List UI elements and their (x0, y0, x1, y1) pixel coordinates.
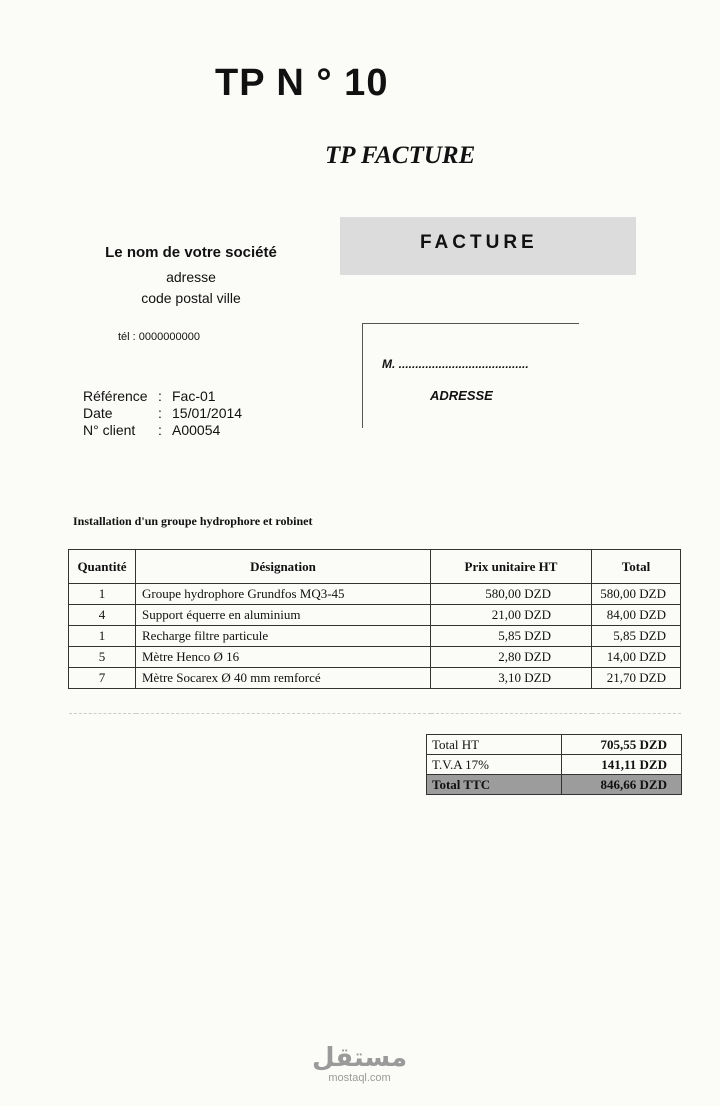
meta-separator: : (158, 405, 162, 421)
column-header-designation: Désignation (136, 550, 431, 584)
bleed-through-text (130, 148, 136, 174)
company-tel: tél : 0000000000 (118, 331, 200, 343)
table-header-row (69, 550, 681, 584)
cell-quantity: 1 (69, 626, 136, 647)
meta-separator: : (158, 422, 162, 438)
cell-designation: Mètre Henco Ø 16 (136, 647, 431, 668)
totals-label: T.V.A 17% (427, 755, 562, 775)
cell-total: 14,00 DZD (592, 647, 681, 668)
cell-quantity: 1 (69, 584, 136, 605)
table-row-empty (69, 689, 681, 714)
totals-value: 141,11 DZD (562, 755, 682, 775)
client-box (362, 323, 579, 428)
cell-quantity: 7 (69, 668, 136, 689)
meta-separator: : (158, 388, 162, 404)
invoice-banner-label: FACTURE (420, 232, 538, 253)
column-header-quantity: Quantité (69, 550, 136, 584)
cell-unit-price: 21,00 DZD (431, 605, 592, 626)
meta-row-date (83, 405, 242, 422)
totals-table (426, 734, 682, 795)
empty-cell (431, 689, 592, 714)
cell-quantity: 4 (69, 605, 136, 626)
cell-total: 84,00 DZD (592, 605, 681, 626)
cell-quantity: 5 (69, 647, 136, 668)
cell-designation: Support équerre en aluminium (136, 605, 431, 626)
meta-row-client (83, 422, 242, 439)
totals-value: 846,66 DZD (562, 775, 682, 795)
meta-value: A00054 (172, 422, 221, 438)
totals-value: 705,55 DZD (562, 735, 682, 755)
invoice-items-table (68, 549, 681, 714)
totals-label: Total HT (427, 735, 562, 755)
cell-designation: Mètre Socarex Ø 40 mm remforcé (136, 668, 431, 689)
watermark (312, 1044, 407, 1084)
meta-label: N° client (83, 422, 136, 438)
column-header-unit-price: Prix unitaire HT (431, 550, 592, 584)
invoice-meta (83, 388, 242, 439)
meta-value: Fac-01 (172, 388, 216, 404)
cell-designation: Recharge filtre particule (136, 626, 431, 647)
cell-total: 5,85 DZD (592, 626, 681, 647)
cell-unit-price: 580,00 DZD (431, 584, 592, 605)
company-block (60, 244, 322, 309)
table-row (69, 605, 681, 626)
meta-label: Référence (83, 388, 148, 404)
column-header-total: Total (592, 550, 681, 584)
totals-label: Total TTC (427, 775, 562, 795)
table-row (69, 668, 681, 689)
cell-unit-price: 2,80 DZD (431, 647, 592, 668)
cell-total: 21,70 DZD (592, 668, 681, 689)
table-row (69, 626, 681, 647)
watermark-site: mostaql.com (328, 1072, 391, 1084)
client-name-line: M. ....................................... (382, 357, 529, 371)
empty-cell (592, 689, 681, 714)
totals-row-tva (427, 755, 682, 775)
cell-designation: Groupe hydrophore Grundfos MQ3-45 (136, 584, 431, 605)
company-address: adresse (166, 269, 216, 285)
page-subtitle: TP FACTURE (325, 142, 476, 169)
meta-row-reference (83, 388, 242, 405)
totals-row-ttc (427, 775, 682, 795)
cell-unit-price: 5,85 DZD (431, 626, 592, 647)
table-row (69, 647, 681, 668)
totals-row-ht (427, 735, 682, 755)
table-row (69, 584, 681, 605)
cell-unit-price: 3,10 DZD (431, 668, 592, 689)
empty-cell (136, 689, 431, 714)
section-title: Installation d'un groupe hydrophore et robinet (73, 514, 313, 528)
client-address: ADRESSE (430, 388, 493, 403)
empty-cell (69, 689, 136, 714)
cell-total: 580,00 DZD (592, 584, 681, 605)
company-name: Le nom de votre société (105, 244, 277, 261)
meta-value: 15/01/2014 (172, 405, 243, 421)
company-postal: code postal ville (141, 290, 241, 306)
meta-label: Date (83, 405, 113, 421)
watermark-logo: مستقل (312, 1043, 408, 1073)
page-title: TP N ° 10 (215, 62, 389, 104)
